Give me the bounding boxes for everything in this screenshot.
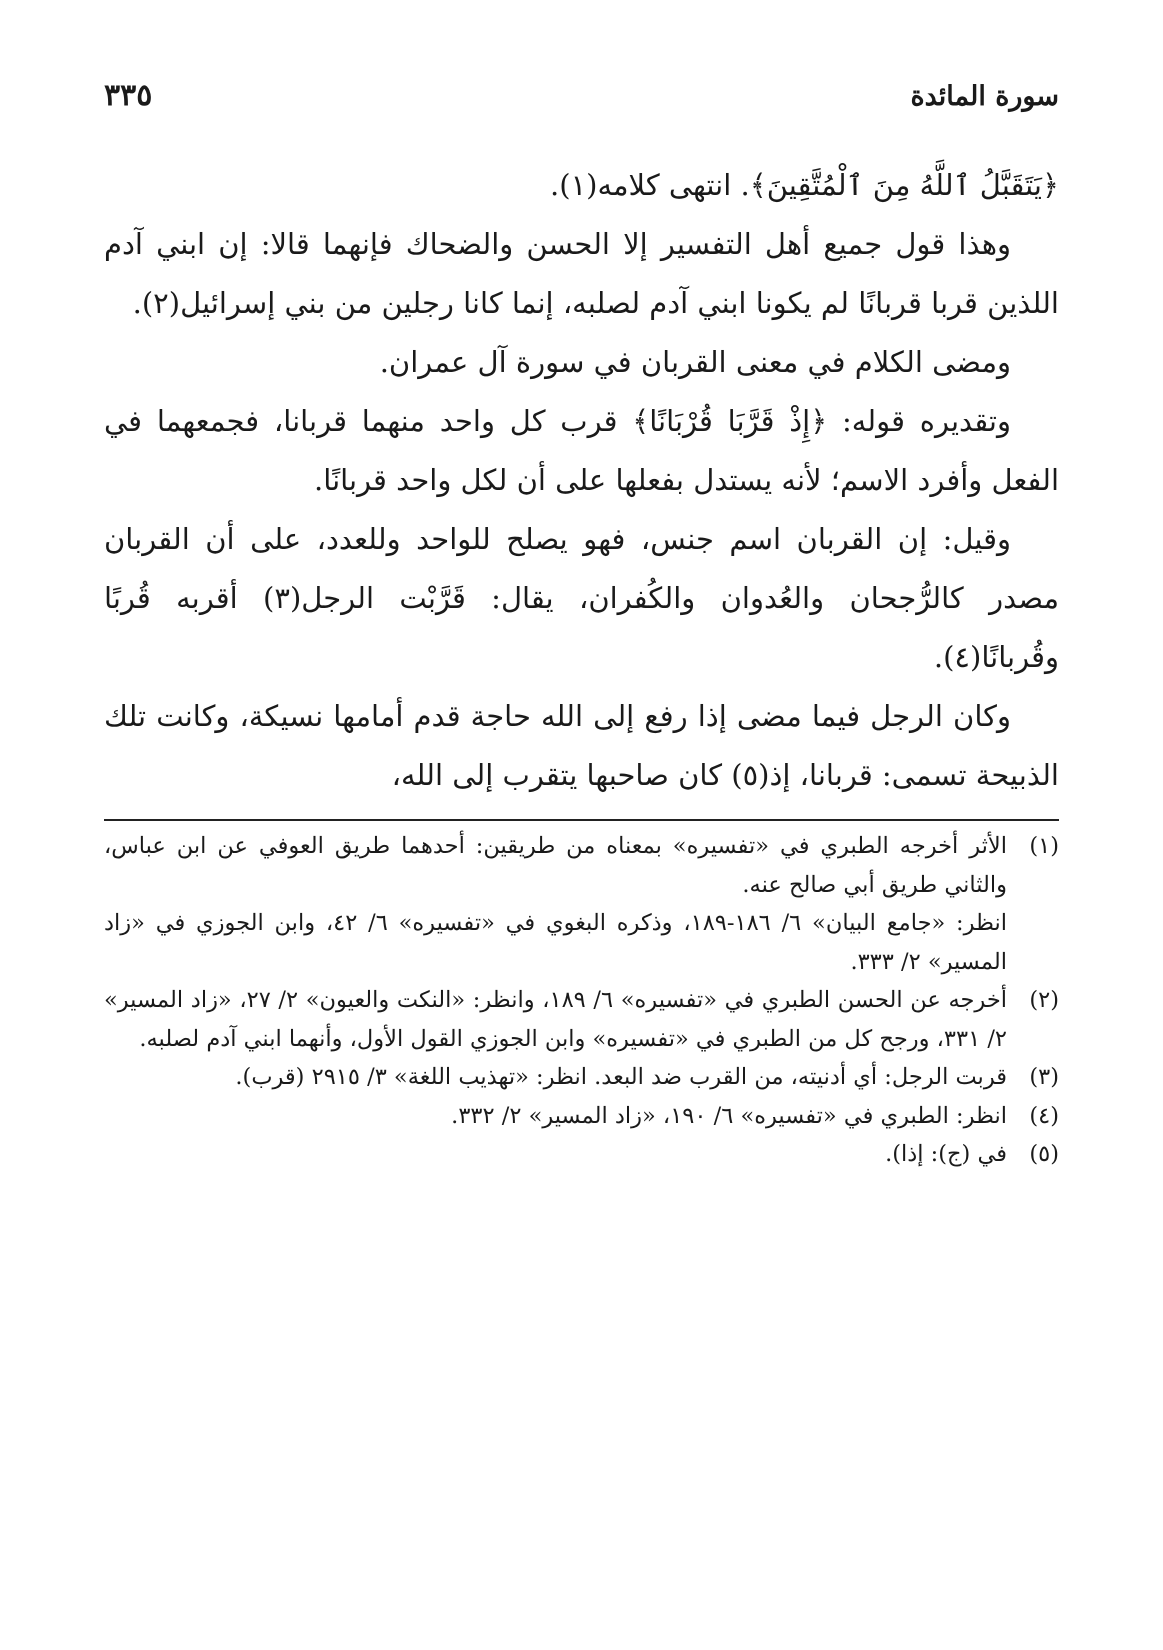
footnote-line: قربت الرجل: أي أدنيته، من القرب ضد البعد. انظر: «تهذيب اللغة» ٣/ ٢٩١٥ (قرب). [235,1064,1007,1090]
main-text [104,156,1059,805]
footnote-line: الأثر أخرجه الطبري في «تفسيره» بمعناه من طريقين: أحدهما طريق العوفي عن ابن عباس، والثاني طريق أبي صالح عنه. [104,833,1007,898]
footnote-line: في (ج): إذا). [885,1141,1007,1167]
footnote-divider [104,819,1059,821]
footnote-line: انظر: «جامع البيان» ٦/ ١٨٦-١٨٩، وذكره البغوي في «تفسيره» ٦/ ٤٢، وابن الجوزي في «زاد المسير» ٢/ ٣٣٣. [104,910,1008,975]
footnote [104,981,1059,1058]
page-number: ٣٣٥ [104,78,153,113]
footnote [104,1135,1059,1174]
paragraph: وكان الرجل فيما مضى إذا رفع إلى الله حاجة قدم أمامها نسيكة، وكانت تلك الذبيحة تسمى: قربانا، إذ(٥) كان صاحبها يتقرب إلى الله، [104,699,1059,792]
footnote-text [104,1058,1007,1097]
running-header [104,78,1059,134]
book-page [104,78,1059,1610]
paragraph: وهذا قول جميع أهل التفسير إلا الحسن والضحاك فإنهما قالا: إن ابني آدم اللذين قربا قربانًا لم يكونا ابني آدم لصلبه، إنما كانا رجلين من بني إسرائيل(٢). [104,227,1059,320]
paragraph: وقيل: إن القربان اسم جنس، فهو يصلح للواحد وللعدد، على أن القربان مصدر كالرُّجحان والعُدوان والكُفران، يقال: قَرَّبْت الرجل(٣) أقربه قُربًا وقُربانًا(٤). [104,522,1059,674]
footnote-number: (٤) [1029,1102,1059,1129]
footnote-text [104,827,1007,981]
footnote-number: (٢) [1029,987,1059,1013]
footnote-text [104,1135,1007,1174]
footnote-number: (١) [1029,833,1059,859]
footnote-line: أخرجه عن الحسن الطبري في «تفسيره» ٦/ ١٨٩، وانظر: «النكت والعيون» ٢/ ٢٧، «زاد المسير» ٢/ ٣٣١، ورجح كل من الطبري في «تفسيره» وابن الجوزي القول الأول، وأنهما ابني آدم لصلبه. [104,987,1008,1052]
footnote-number: (٣) [1029,1064,1059,1090]
footnote [104,1058,1059,1097]
paragraph: ﴿يَتَقَبَّلُ ٱللَّهُ مِنَ ٱلْمُتَّقِينَ﴾. انتهى كلامه(١). [550,168,1059,202]
paragraph: وتقديره قوله: ﴿إِذْ قَرَّبَا قُرْبَانًا﴾ قرب كل واحد منهما قربانا، فجمعهما في الفعل وأفرد الاسم؛ لأنه يستدل بفعلها على أن لكل واحد قربانًا. [104,404,1059,497]
footnote [104,827,1059,981]
footnote-text [104,981,1007,1058]
footnotes [104,827,1059,1174]
footnote-number: (٥) [1029,1141,1059,1167]
chapter-title: سورة المائدة [910,81,1059,112]
footnote-line: انظر: الطبري في «تفسيره» ٦/ ١٩٠، «زاد المسير» ٢/ ٣٣٢. [451,1102,1007,1129]
footnote [104,1097,1059,1136]
footnote-text [104,1097,1007,1136]
paragraph: ومضى الكلام في معنى القربان في سورة آل عمران. [379,345,1011,379]
